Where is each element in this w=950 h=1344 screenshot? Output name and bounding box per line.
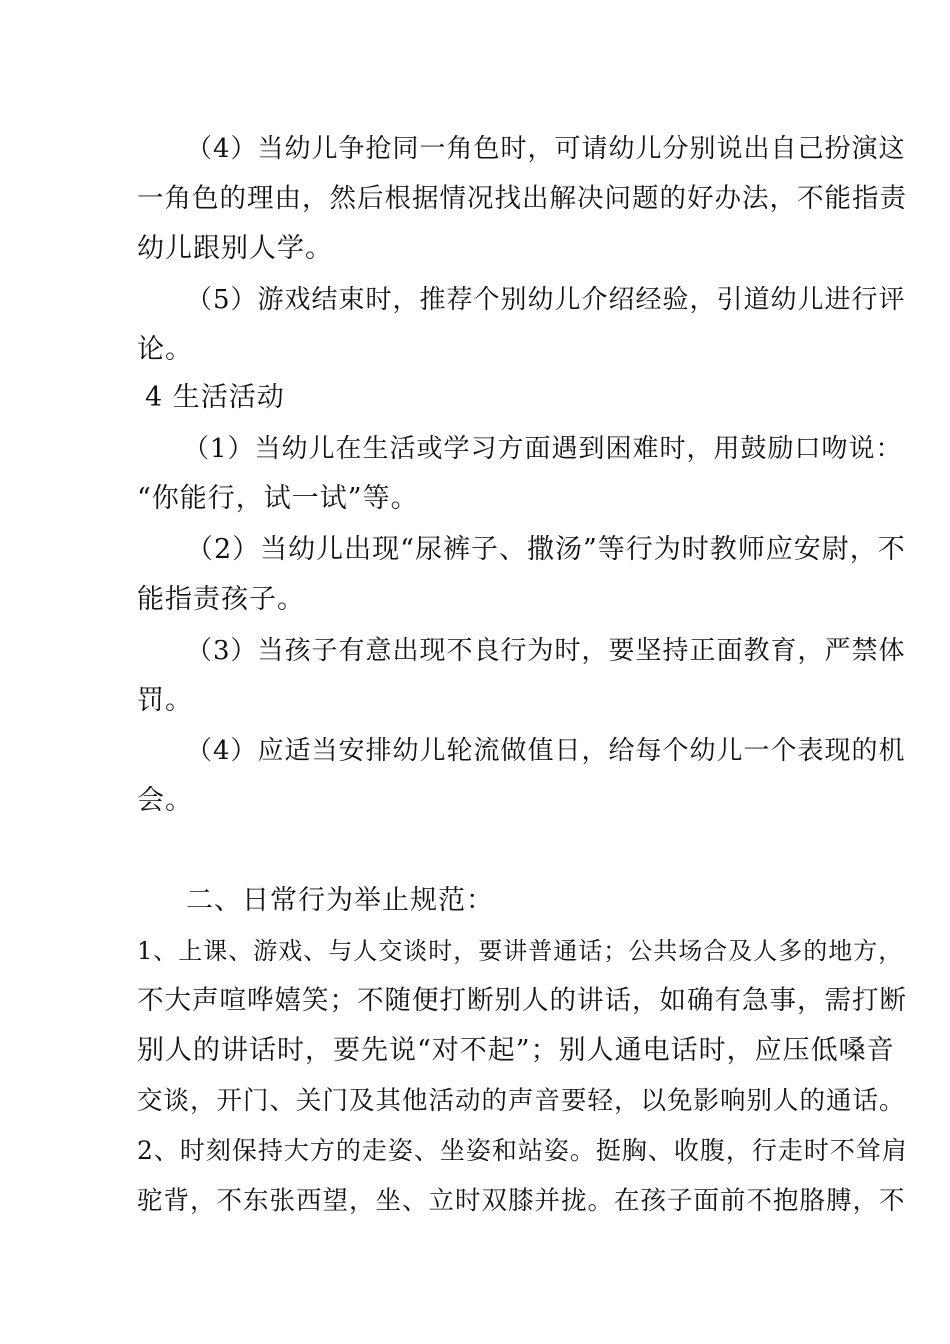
text-line: 论。 bbox=[137, 334, 193, 365]
text-line: （2）当幼儿出现“尿裤子、撒汤”等行为时教师应安尉，不 bbox=[186, 534, 906, 565]
text-line: （4）当幼儿争抢同一角色时，可请幼儿分别说出自己扮演这 bbox=[186, 134, 906, 164]
text-line: 1、上课、游戏、与人交谈时，要讲普通话；公共场合及人多的地方， bbox=[137, 937, 904, 965]
text-line: （5）游戏结束时，推荐个别幼儿介绍经验，引道幼儿进行评 bbox=[186, 285, 906, 315]
text-line: （3）当孩子有意出现不良行为时，要坚持正面教育，严禁体 bbox=[186, 636, 906, 666]
text-line: 一角色的理由，然后根据情况找出解决问题的好办法，不能指责 bbox=[137, 183, 907, 214]
text-line: 2、时刻保持大方的走姿、坐姿和站姿。挺胸、收腹，行走时不耸肩 bbox=[137, 1136, 908, 1165]
text-line: “你能行，试一试”等。 bbox=[137, 483, 419, 514]
text-line: 别人的讲话时，要先说“对不起”；别人通电话时，应压低嗓音 bbox=[137, 1035, 895, 1066]
text-line: 罚。 bbox=[137, 685, 193, 716]
text-line: （1）当幼儿在生活或学习方面遇到困难时，用鼓励口吻说： bbox=[183, 434, 903, 464]
section-heading: 二、日常行为举止规范： bbox=[186, 885, 494, 916]
text-line: 不大声喧哗嬉笑；不随便打断别人的讲话，如确有急事，需打断 bbox=[137, 985, 907, 1016]
text-line: 驼背，不东张西望，坐、立时双膝并拢。在孩子面前不抱胳膊，不 bbox=[137, 1186, 906, 1216]
text-line: 会。 bbox=[137, 785, 193, 816]
text-line: 交谈，开门、关门及其他活动的声音要轻，以免影响别人的通话。 bbox=[137, 1086, 906, 1116]
section-heading: 4 生活活动 bbox=[145, 382, 285, 413]
text-line: 幼儿跟别人学。 bbox=[137, 233, 333, 264]
text-line: 能指责孩子。 bbox=[137, 584, 305, 615]
text-line: （4）应适当安排幼儿轮流做值日，给每个幼儿一个表现的机 bbox=[186, 736, 906, 766]
